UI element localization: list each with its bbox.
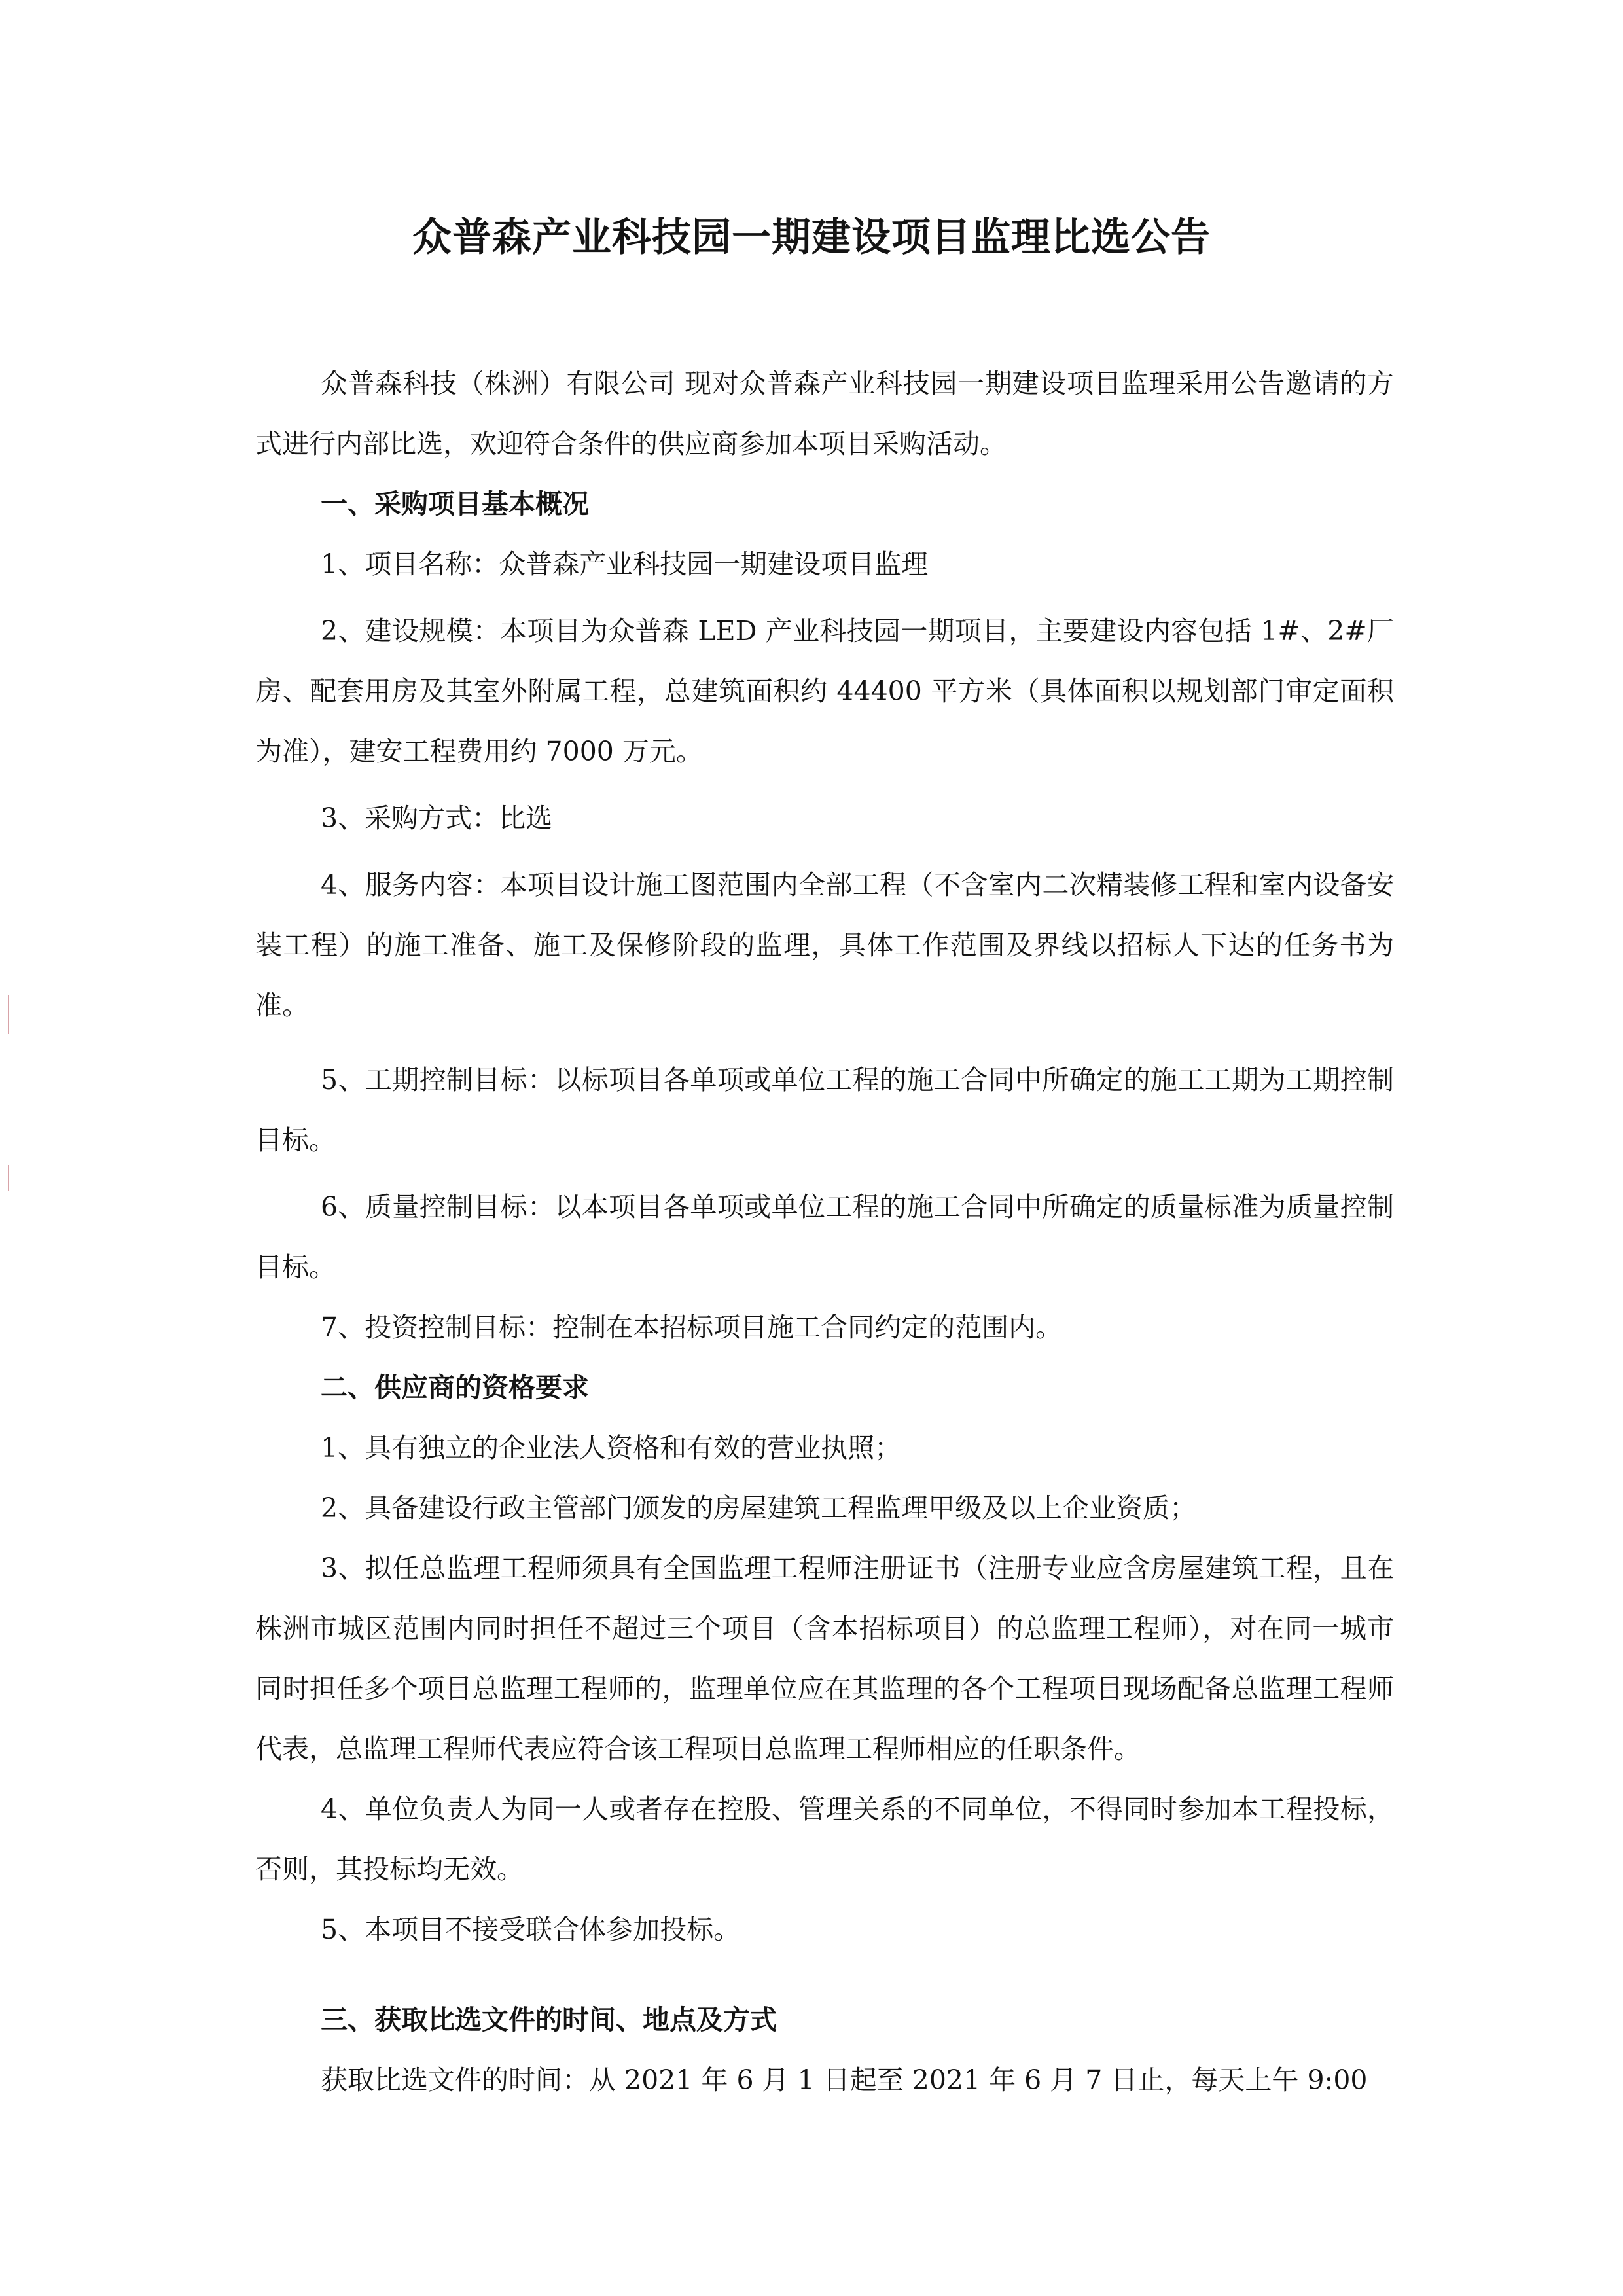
item-procurement-method: 3、采购方式：比选 (321, 802, 553, 834)
scan-artifact-mark (8, 995, 9, 1034)
item-construction-scale: 2、建设规模：本项目为众普森 LED 产业科技园一期项目，主要建设内容包括 1#、2#厂房、配套用房及其室外附属工程，总建筑面积约 44400 平方米（具体面积以规划部门审定面积为准），建安工程费用约 7000 万元。 (255, 615, 1394, 767)
qualification-4: 4、单位负责人为同一人或者存在控股、管理关系的不同单位，不得同时参加本工程投标，否则，其投标均无效。 (255, 1793, 1394, 1885)
qualification-2: 2、具备建设行政主管部门颁发的房屋建筑工程监理甲级及以上企业资质； (321, 1492, 1197, 1524)
item-schedule-target: 5、工期控制目标：以标项目各单项或单位工程的施工合同中所确定的施工工期为工期控制目标。 (255, 1064, 1394, 1156)
qualification-1: 1、具有独立的企业法人资格和有效的营业执照； (321, 1432, 902, 1463)
intro-paragraph: 众普森科技（株洲）有限公司 现对众普森产业科技园一期建设项目监理采用公告邀请的方式进行内部比选，欢迎符合条件的供应商参加本项目采购活动。 (255, 368, 1394, 459)
document-title: 众普森产业科技园一期建设项目监理比选公告 (412, 215, 1211, 260)
section-heading-3: 三、获取比选文件的时间、地点及方式 (321, 2004, 777, 2036)
qualification-3: 3、拟任总监理工程师须具有全国监理工程师注册证书（注册专业应含房屋建筑工程，且在株洲市城区范围内同时担任不超过三个项目（含本招标项目）的总监理工程师），对在同一城市同时担任多个项目总监理工程师的，监理单位应在其监理的各个工程项目现场配备总监理工程师代表，总监理工程师代表应符合该工程项目总监理工程师相应的任职条件。 (255, 1552, 1394, 1765)
item-quality-target: 6、质量控制目标：以本项目各单项或单位工程的施工合同中所确定的质量标准为质量控制目标。 (255, 1191, 1394, 1283)
section-heading-2: 二、供应商的资格要求 (321, 1372, 589, 1403)
section-heading-1: 一、采购项目基本概况 (321, 488, 589, 520)
qualification-5: 5、本项目不接受联合体参加投标。 (321, 1914, 741, 1945)
scan-artifact-mark (8, 1165, 9, 1191)
document-acquisition-time: 获取比选文件的时间：从 2021 年 6 月 1 日起至 2021 年 6 月 7 日止，每天上午 9:00 (321, 2064, 1368, 2096)
item-project-name: 1、项目名称：众普森产业科技园一期建设项目监理 (321, 548, 929, 580)
item-investment-target: 7、投资控制目标：控制在本招标项目施工合同约定的范围内。 (321, 1312, 1063, 1343)
item-service-content: 4、服务内容：本项目设计施工图范围内全部工程（不含室内二次精装修工程和室内设备安装工程）的施工准备、施工及保修阶段的监理，具体工作范围及界线以招标人下达的任务书为准。 (255, 869, 1394, 1021)
document-body (255, 353, 1394, 2110)
